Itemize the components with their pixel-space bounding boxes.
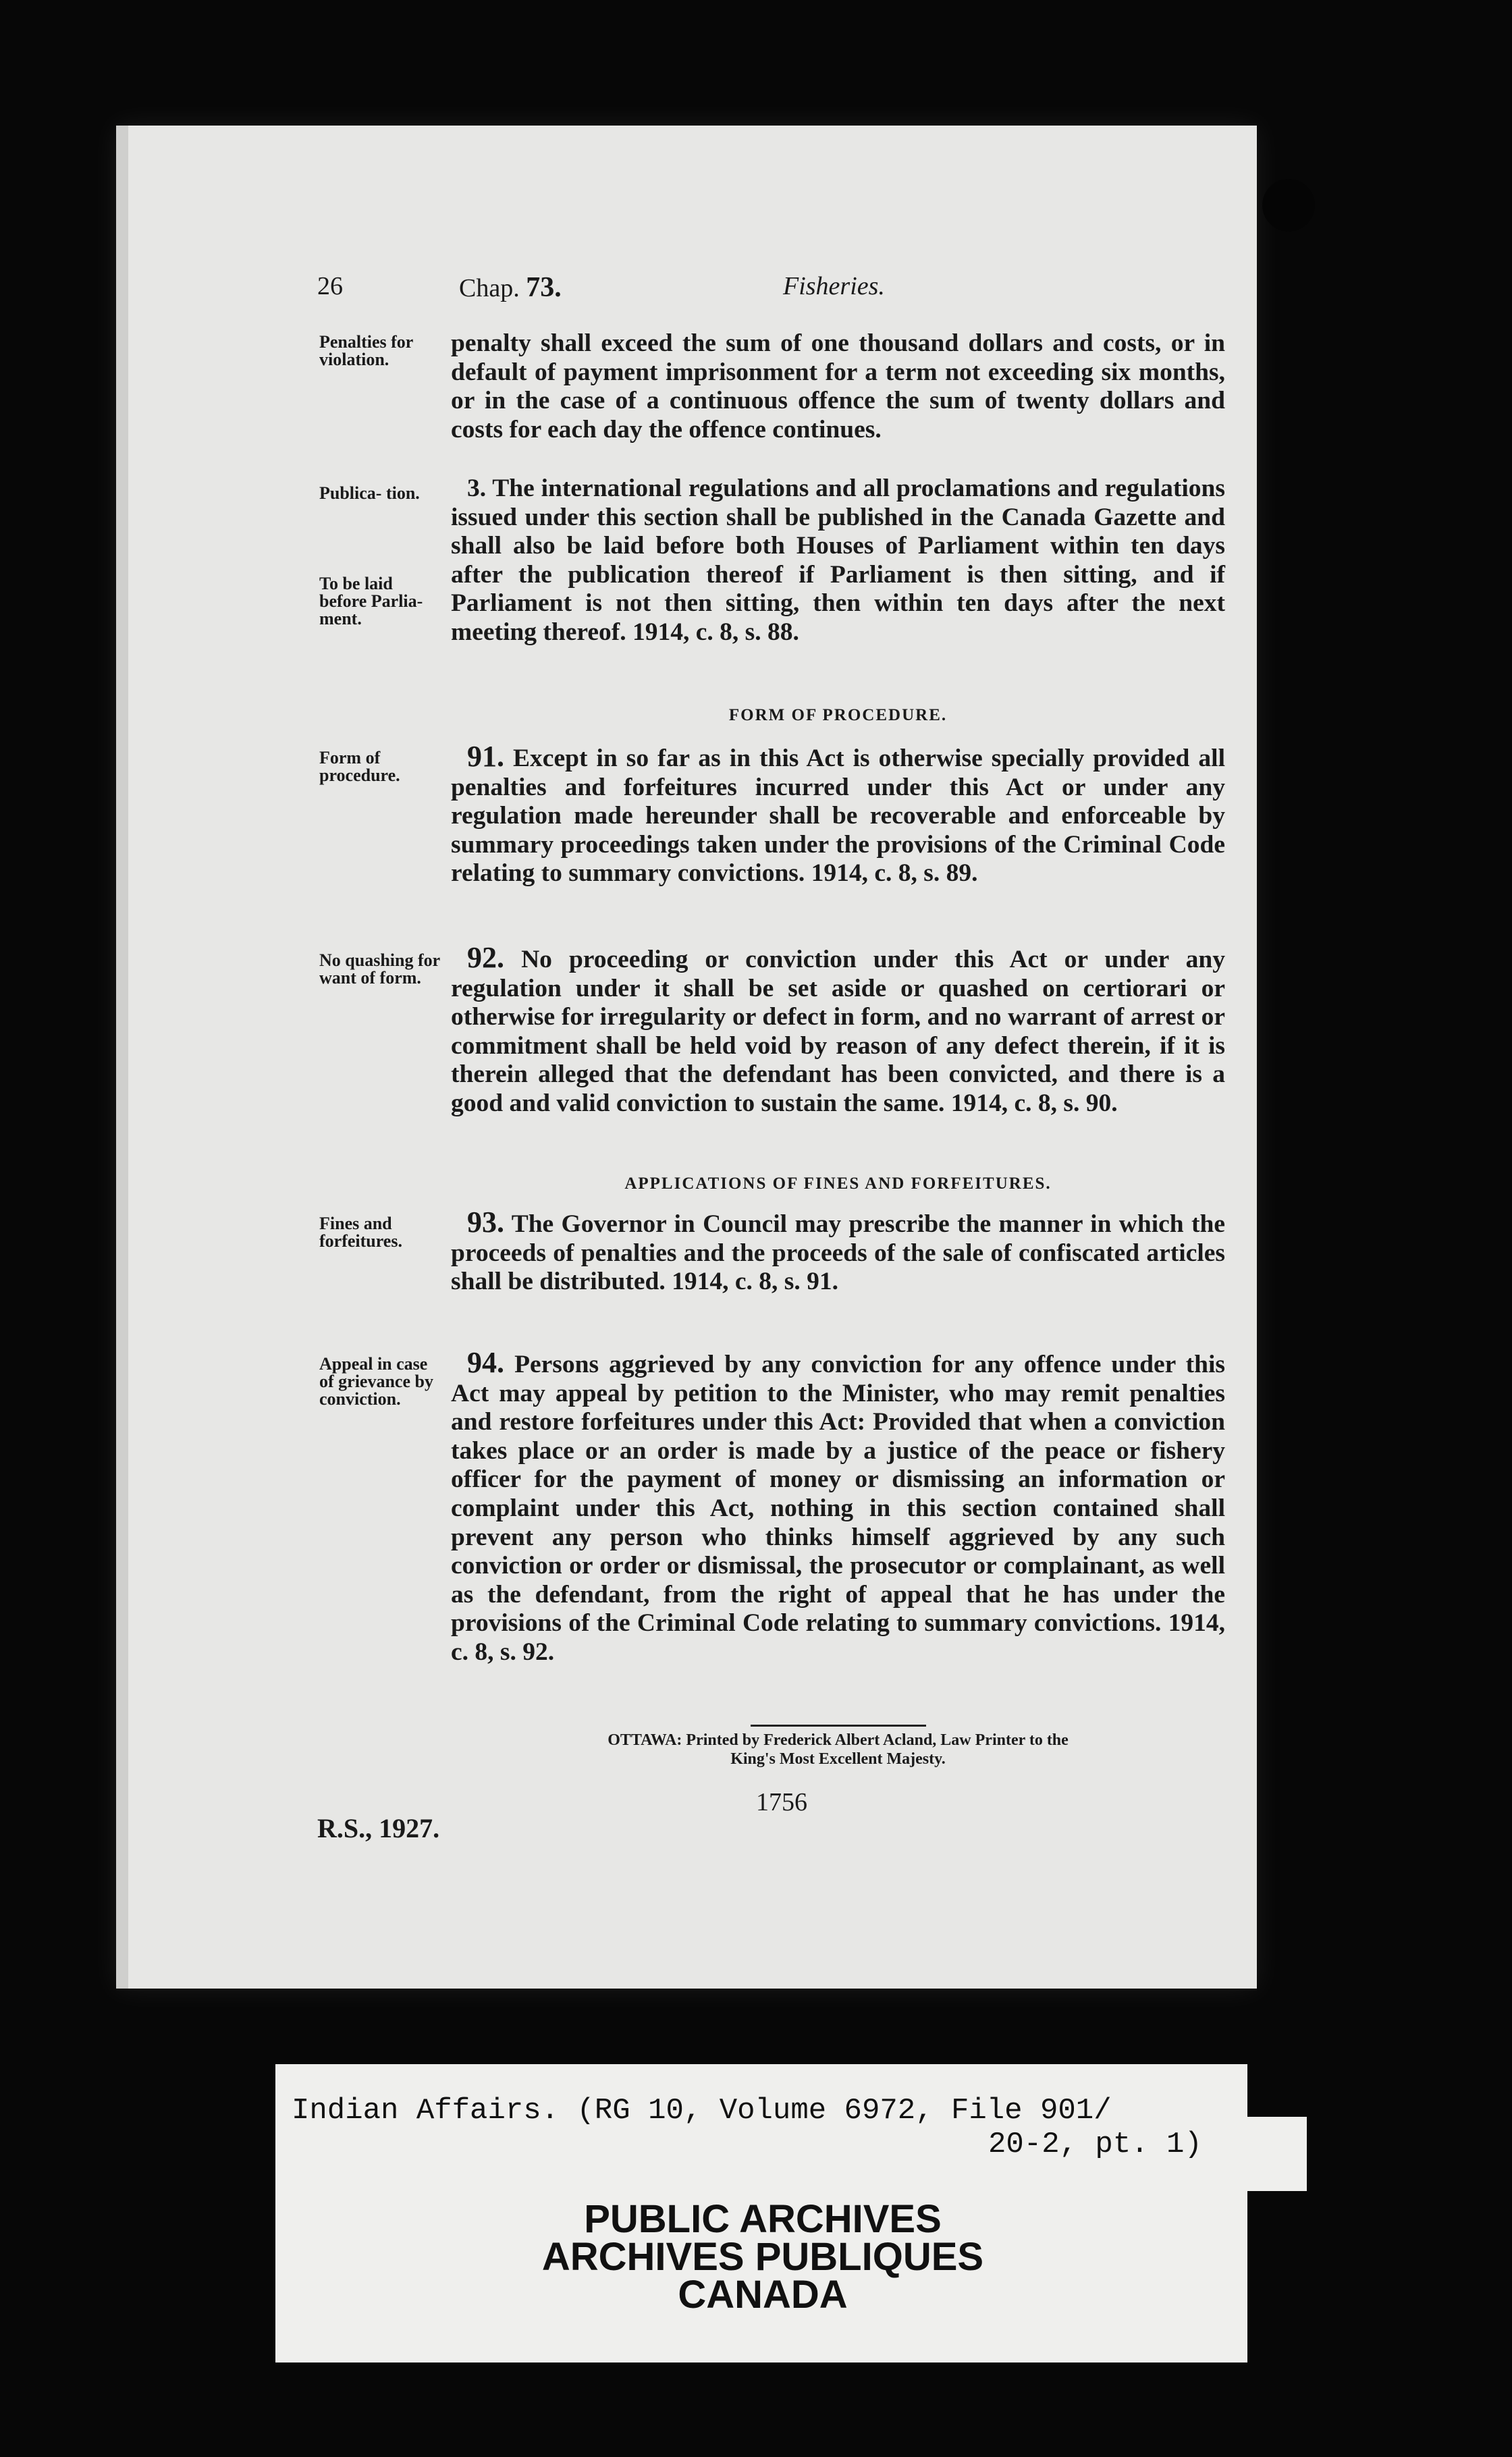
- margin-note-penalties: Penalties for violation.: [319, 332, 413, 369]
- section-91-text: Except in so far as in this Act is otherwise specially provided all penalties and forfeitures incurred under this Act or under any regulation made hereunder shall be recoverable and enforceable by summary proceedings taken under the provisions of the Criminal Code relating to summary convictions. 1914, c. 8, s. 89.: [451, 745, 1225, 888]
- section-92-number: 92.: [467, 941, 504, 974]
- header-page-number: 26: [317, 272, 343, 300]
- punch-hole: [1262, 179, 1315, 232]
- penalty-text: penalty shall exceed the sum of one thousand dollars and costs, or in default of payment imprisonment for a term not exceeding six months, or in the case of a continuous offence the sum of twenty dollars and costs for each day the offence continues.: [451, 329, 1225, 443]
- section-94-text: Persons aggrieved by any conviction for any offence under this Act may appeal by petition to the Minister, who may remit penalties and restore forfeitures under this Act: Provided that when a conviction takes place or an order is made by a justice of the peace or fishery officer for the payment of money or dismissing an information or complaint under this Act, nothing in this section contained shall prevent any person who thinks himself aggrieved by any such conviction or order or dismissal, the prosecutor or complainant, as well as the defendant, from the right of appeal that he has under the provisions of the Criminal Code relating to summary convictions. 1914, c. 8, s. 92.: [451, 1351, 1226, 1666]
- imprint-line-1: OTTAWA: Printed by Frederick Albert Acland, Law Printer to the: [608, 1731, 1069, 1749]
- margin-note-fines: Fines and forfeitures.: [319, 1214, 402, 1251]
- section-93-text: The Governor in Council may prescribe the manner in which the proceeds of penalties and the proceeds of the sale of confiscated articles shall be distributed. 1914, c. 8, s. 91.: [451, 1210, 1226, 1296]
- archive-reference: [292, 2094, 1223, 2161]
- header-chapter: [459, 271, 562, 304]
- chapter-label: Chap.: [459, 274, 520, 302]
- archive-stamp: [473, 2197, 1053, 2317]
- footer-page-number: 1756: [756, 1788, 807, 1816]
- archive-reference-line-1: Indian Affairs. (RG 10, Volume 6972, File 901/: [292, 2094, 1112, 2128]
- section-94-number: 94.: [467, 1346, 504, 1379]
- margin-note-publication: Publica- tion.: [319, 483, 420, 503]
- imprint-line-2: King's Most Excellent Majesty.: [730, 1750, 946, 1768]
- chapter-number: 73.: [526, 272, 562, 303]
- paragraph-subsection-3: [451, 475, 1225, 647]
- paragraph-penalty: [451, 329, 1225, 444]
- margin-note-laid-before: To be laid before Parlia- ment.: [319, 574, 423, 628]
- section-93-number: 93.: [467, 1206, 504, 1239]
- subsection-3-text: 3. The international regulations and all proclamations and regulations issued under this section shall be published in the Canada Gazette and shall also be laid before both Houses of Parliament within ten days after the publication thereof if Parliament is then sitting, and if Parliament is not then sitting, then within ten days after the next meeting thereof. 1914, c. 8, s. 88.: [451, 475, 1225, 646]
- stamp-line-2: ARCHIVES PUBLIQUES: [541, 2235, 984, 2279]
- printer-imprint: [451, 1725, 1225, 1769]
- section-92-text: No proceeding or conviction under this Act or under any regulation under it shall be set aside or quashed on certiorari or otherwise for irregularity or defect in form, and no warrant of arrest or commitment shall be held void by reason of any defect therein, if it is therein alleged that the defendant has been convicted, and there is a good and valid conviction to sustain the same. 1914, c. 8, s. 90.: [451, 946, 1225, 1117]
- heading-form-of-procedure: FORM OF PROCEDURE.: [728, 706, 948, 724]
- margin-note-form-of-procedure: Form of procedure.: [319, 748, 400, 785]
- stamp-line-3: CANADA: [678, 2273, 848, 2317]
- heading-fines: APPLICATIONS OF FINES AND FORFEITURES.: [624, 1174, 1052, 1193]
- section-93: [451, 1208, 1225, 1297]
- header-title: Fisheries.: [783, 272, 885, 300]
- section-91: [451, 742, 1225, 888]
- stamp-line-1: PUBLIC ARCHIVES: [584, 2197, 942, 2241]
- imprint-rule: [751, 1725, 926, 1727]
- margin-note-no-quashing: No quashing for want of form.: [319, 950, 440, 988]
- section-91-number: 91.: [467, 740, 504, 773]
- section-94: [451, 1346, 1226, 1667]
- revised-statutes-label: R.S., 1927.: [317, 1813, 440, 1843]
- archive-label-tab: [1247, 2117, 1307, 2191]
- archive-reference-line-2: 20-2, pt. 1): [988, 2128, 1202, 2161]
- running-header: [317, 271, 1232, 305]
- margin-note-appeal: Appeal in case of grievance by conviction.: [319, 1354, 433, 1409]
- section-92: [451, 941, 1225, 1118]
